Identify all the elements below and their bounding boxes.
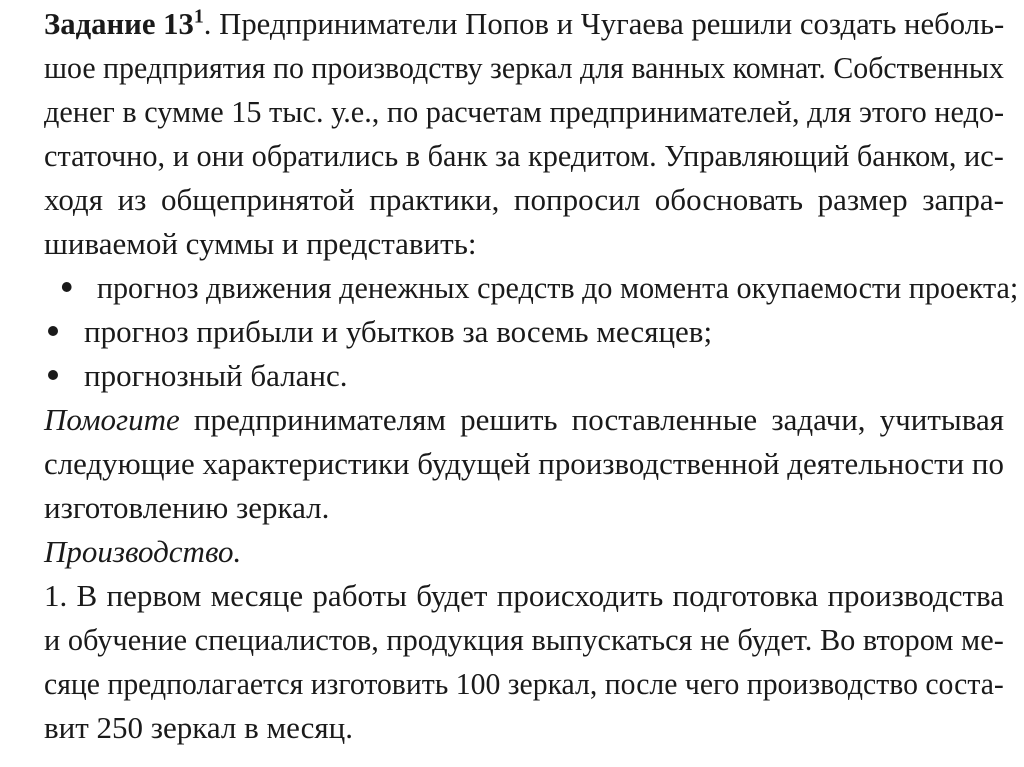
task-line-5: ходя из общепринятой практики, попросил обосновать размер запра-: [44, 182, 1004, 217]
help-line-2: следующие характеристики будущей производственной деятельности по: [44, 446, 1004, 481]
bullet-text: прогноз прибыли и убытков за восемь месяцев;: [84, 314, 713, 349]
help-italic-word: Помогите: [44, 402, 180, 437]
task-line-2: шое предприятия по производству зеркал для ванных комнат. Собственных: [44, 50, 1004, 85]
task-line-4: статочно, и они обратились в банк за кредитом. Управляющий банком, ис-: [44, 138, 1004, 173]
production-heading: Производство.: [44, 534, 242, 569]
production-line-4: вит 250 зеркал в месяц.: [44, 710, 354, 745]
task-label: Задание 13: [44, 6, 194, 41]
list-item: [58, 266, 1018, 310]
task-superscript: 1: [193, 5, 204, 28]
help-line-3: изготовлению зеркал.: [44, 490, 330, 525]
task-line-1-text: . Предприниматели Попов и Чугаева решили создать неболь-: [203, 6, 1005, 41]
task-line-1: [44, 2, 1004, 46]
production-line-1: 1. В первом месяце работы будет происходить подготовка производства: [44, 578, 1004, 613]
document-page: [44, 0, 1019, 767]
bullet-icon: [48, 370, 58, 380]
bullet-icon: [62, 282, 72, 292]
production-line-3: сяце предполагается изготовить 100 зеркал, после чего производство соста-: [44, 666, 1004, 701]
production-line-2: и обучение специалистов, продукция выпускаться не будет. Во втором ме-: [44, 622, 1004, 657]
bullet-text: прогноз движения денежных средств до момента окупаемости проекта;: [96, 270, 1019, 305]
help-line-1: [44, 398, 1004, 442]
task-line-6: шиваемой суммы и представить:: [44, 226, 477, 261]
bullet-text: прогнозный баланс.: [84, 358, 348, 393]
task-line-3: денег в сумме 15 тыс. у.е., по расчетам предпринимателей, для этого недо-: [44, 94, 1005, 129]
bullet-icon: [48, 326, 58, 336]
help-line-1-text: предпринимателям решить поставленные задачи, учитывая: [179, 402, 1004, 437]
